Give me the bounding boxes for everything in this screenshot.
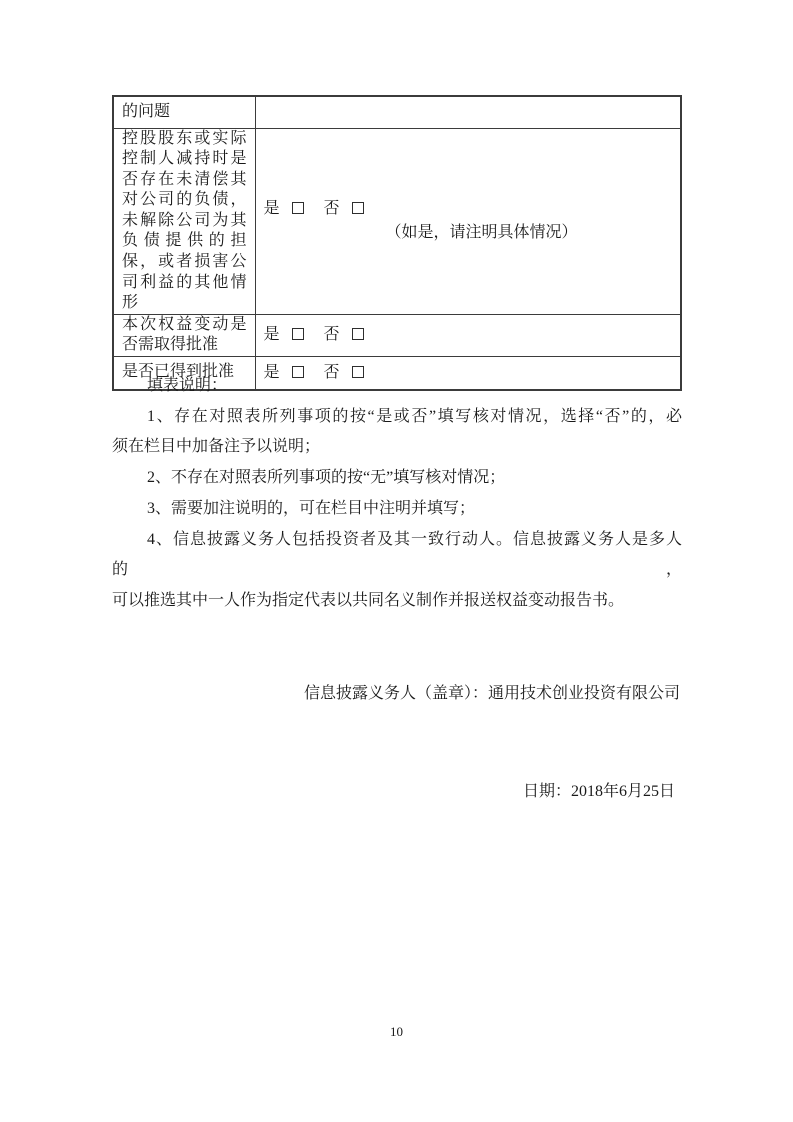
compliance-checklist-table (112, 95, 682, 391)
row-label: 本次权益变动是否需取得批准 (113, 314, 255, 356)
row-label: 控股股东或实际控制人减持时是否存在未清偿其对公司的负债，未解除公司为其负债提供的担保，或者损害公司利益的其他情形 (113, 128, 255, 314)
yes-no-choice (264, 197, 681, 221)
note-line-1-continued: 须在栏目中加备注予以说明； (112, 438, 321, 456)
row-content-cell (255, 128, 681, 314)
table-row-continued-question (113, 96, 681, 128)
row-label: 的问题 (113, 96, 255, 128)
page-number: 10 (390, 1024, 403, 1039)
yes-no-choice (264, 323, 681, 347)
no-label: 否 (323, 363, 340, 381)
yes-checkbox (292, 328, 304, 340)
notes-heading: 填表说明： (147, 377, 228, 394)
discloser-signature-line: 信息披露义务人（盖章）：通用技术创业投资有限公司 (303, 685, 680, 702)
yes-label: 是 (263, 363, 280, 381)
note-line-4-continued: 可以推选其中一人作为指定代表以共同名义制作并报送权益变动报告书。 (112, 591, 625, 609)
no-checkbox (352, 202, 364, 214)
yes-label: 是 (263, 200, 280, 218)
table-row-approval-required (113, 314, 681, 356)
yes-checkbox (292, 202, 304, 214)
note-line-3: 3、需要加注说明的，可在栏目中注明并填写； (147, 499, 476, 517)
filling-instructions (112, 371, 682, 617)
row-content-empty-cell (255, 96, 681, 128)
note-line-4: 4、信息披露义务人包括投资者及其一致行动人。信息披露义务人是多人的， (112, 530, 682, 579)
date-line: 日期：2018年6月25日 (522, 783, 675, 800)
table-row-controlling-shareholder-debt (113, 128, 681, 314)
row-content-cell (255, 314, 681, 356)
yes-label: 是 (263, 326, 280, 344)
no-checkbox (352, 328, 364, 340)
row-label: 是否已得到批准 (113, 357, 255, 390)
note-line-1: 1、存在对照表所列事项的按“是或否”填写核对情况，选择“否”的，必 (147, 407, 682, 425)
no-label: 否 (323, 326, 340, 344)
conditional-note: （如是，请注明具体情况） (385, 224, 578, 242)
no-label: 否 (323, 200, 340, 218)
note-line-2: 2、不存在对照表所列事项的按“无”填写核对情况； (147, 469, 506, 487)
